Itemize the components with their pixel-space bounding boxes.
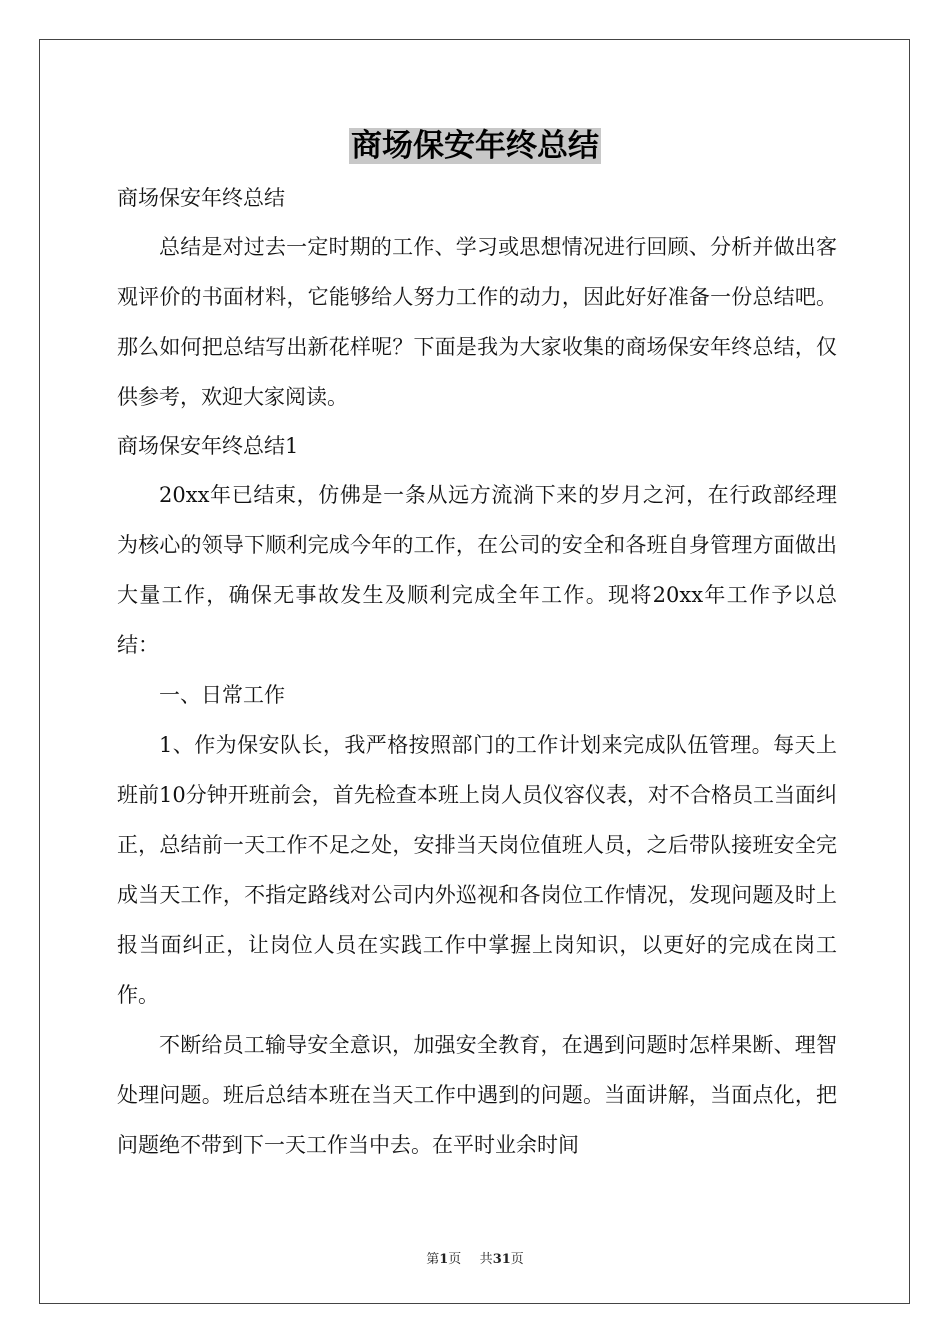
document-subtitle: 商场保安年终总结 [117, 186, 285, 210]
subheading-daily-work: 一、日常工作 [159, 683, 285, 707]
total-prefix: 共 [479, 1252, 493, 1267]
page-total: 31 [492, 1252, 511, 1267]
intro-paragraph: 总结是对过去一定时期的工作、学习或思想情况进行回顾、分析并做出客观评价的书面材料，它能够给人努力工作的动力，因此好好准备一份总结吧。那么如何把总结写出新花样呢？下面是我为大家收集的商场保安年终总结，仅供参考，欢迎大家阅读。 [117, 235, 837, 409]
section-title: 商场保安年终总结1 [117, 434, 299, 458]
paragraph: 1、作为保安队长，我严格按照部门的工作计划来完成队伍管理。每天上班前10分钟开班前会，首先检查本班上岗人员仪容仪表，对不合格员工当面纠正，总结前一天工作不足之处，安排当天岗位值班人员，之后带队接班安全完成当天工作，不指定路线对公司内外巡视和各岗位工作情况，发现问题及时上报当面纠正，让岗位人员在实践工作中掌握上岗知识，以更好的完成在岗工作。 [117, 733, 837, 1007]
document-title-text: 商场保安年终总结 [351, 128, 599, 164]
document-title [0, 124, 950, 168]
page-prefix: 第 [426, 1252, 440, 1267]
page-suffix: 页 [448, 1252, 462, 1267]
page-footer [0, 1248, 950, 1267]
paragraph: 20xx年已结束，仿佛是一条从远方流淌下来的岁月之河，在行政部经理为核心的领导下顺利完成今年的工作，在公司的安全和各班自身管理方面做出大量工作，确保无事故发生及顺利完成全年工作。现将20xx年工作予以总结： [117, 483, 837, 657]
paragraph: 不断给员工输导安全意识，加强安全教育，在遇到问题时怎样果断、理智处理问题。班后总结本班在当天工作中遇到的问题。当面讲解，当面点化，把问题绝不带到下一天工作当中去。在平时业余时间 [117, 1033, 837, 1157]
total-suffix: 页 [510, 1252, 524, 1267]
document-body [117, 174, 837, 1170]
page-number: 1 [439, 1252, 449, 1267]
